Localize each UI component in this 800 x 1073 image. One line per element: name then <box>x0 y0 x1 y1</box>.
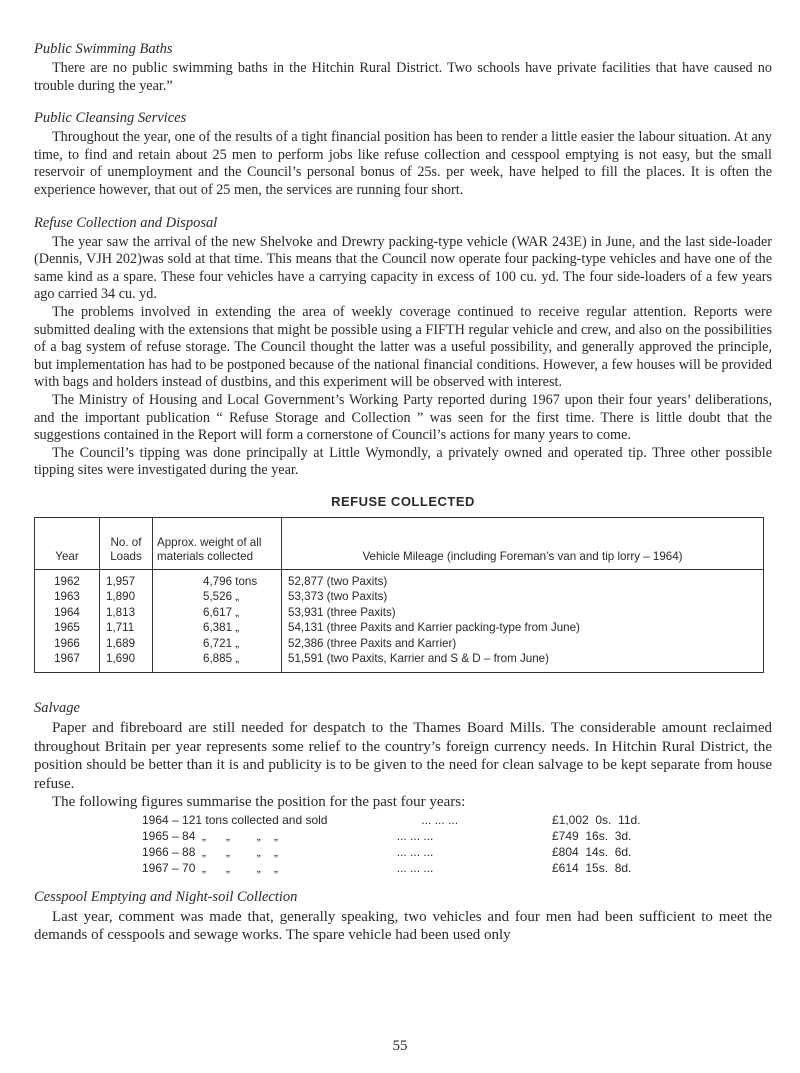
cell-year: 1964 <box>35 605 100 620</box>
section-refuse <box>34 214 772 480</box>
section-cleansing <box>34 109 772 199</box>
cell-loads: 1,689 <box>100 636 153 651</box>
salvage-summary <box>142 812 662 876</box>
section-heading: Salvage <box>34 700 80 717</box>
summary-amount: £614 15s. 8d. <box>552 860 632 875</box>
paragraph: There are no public swimming baths in the Hitchin Rural District. Two schools have private facilities that have caused no trouble during the year.” <box>34 60 772 94</box>
section-heading: Public Cleansing Services <box>34 110 187 127</box>
table-row <box>35 620 764 635</box>
cell-year: 1962 <box>35 569 100 589</box>
section-heading: Public Swimming Baths <box>34 41 173 57</box>
table-row <box>35 569 764 589</box>
paragraph: Last year, comment was made that, generally speaking, two vehicles and four men had been sufficient to meet the demands of cesspools and sewage works. The spare vehicle had been used only <box>34 908 772 944</box>
table-row <box>35 636 764 651</box>
table-header-row <box>35 517 764 569</box>
cell-year: 1967 <box>35 651 100 673</box>
summary-label: 1964 – 121 tons collected and sold <box>142 812 328 827</box>
header-weight: Approx. weight of all materials collected <box>153 517 282 569</box>
cell-year: 1965 <box>35 620 100 635</box>
cell-mileage: 51,591 (two Paxits, Karrier and S & D – from June) <box>282 651 764 673</box>
cell-mileage: 52,877 (two Paxits) <box>282 569 764 589</box>
document-page <box>34 40 772 959</box>
paragraph: Paper and fibreboard are still needed for despatch to the Thames Board Mills. The considerable amount reclaimed throughout Britain per year represents some relief to the country’s foreign currency needs. In Hitchin Rural District, the position should be better than it is and publicity is to be given to the need for clean salvage to be kept separate from house refuse. <box>34 720 772 792</box>
refuse-collected-table <box>34 517 764 673</box>
cell-weight: 5,526 „ <box>153 589 282 604</box>
summary-amount: £1,002 0s. 11d. <box>551 812 641 827</box>
summary-dots: ... ... ... <box>421 812 459 827</box>
summary-label: 1965 – 84 „ „ „ „ <box>142 828 279 843</box>
cell-mileage: 52,386 (three Paxits and Karrier) <box>282 636 764 651</box>
table-row <box>35 651 764 673</box>
cell-loads: 1,711 <box>100 620 153 635</box>
summary-dots: ... ... ... <box>396 828 434 843</box>
summary-label: 1966 – 88 „ „ „ „ <box>142 844 279 859</box>
cell-weight: 6,721 „ <box>153 636 282 651</box>
cell-mileage: 53,373 (two Paxits) <box>282 589 764 604</box>
header-loads: No. of Loads <box>100 517 153 569</box>
cell-mileage: 54,131 (three Paxits and Karrier packing-type from June) <box>282 620 764 635</box>
table-row <box>35 589 764 604</box>
section-salvage <box>34 699 772 876</box>
summary-row <box>142 860 662 876</box>
section-cesspool <box>34 888 772 945</box>
summary-label: 1967 – 70 „ „ „ „ <box>142 860 279 875</box>
cell-weight: 6,885 „ <box>153 651 282 673</box>
summary-dots: ... ... ... <box>396 844 434 859</box>
table-row <box>35 605 764 620</box>
paragraph: The problems involved in extending the area of weekly coverage continued to receive regular attention. Reports were submitted dealing with the extensions that might be possible using a FIFTH regular vehicle and crew, and also on the possibilities of a bag system of refuse storage. The Council thought the latter was a useful possibility, and generally approved the principle, but implementation has had to be postponed because of the national financial conditions. However, a few houses will be provided with bags and holders instead of dustbins, and this experiment will be observed with interest. <box>34 303 772 391</box>
summary-row <box>142 828 662 844</box>
paragraph: Throughout the year, one of the results of a tight financial position has been to render a little easier the labour situation. At any time, to find and retain about 25 men to perform jobs like refuse collection and cesspool emptying is not easy, but the small reservoir of unemployment and the Council’s personal bonus of 25s. per week, have helped to fill the places. It is often the experience however, that out of 25 men, the services are running four short. <box>34 129 772 198</box>
cell-weight: 4,796 tons <box>153 569 282 589</box>
page-number: 55 <box>392 1038 408 1054</box>
header-mileage: Vehicle Mileage (including Foreman’s van and tip lorry – 1964) <box>282 517 764 569</box>
section-baths <box>34 40 772 95</box>
section-heading: Cesspool Emptying and Night-soil Collection <box>34 888 298 905</box>
paragraph: The following figures summarise the position for the past four years: <box>52 794 466 811</box>
paragraph: The year saw the arrival of the new Shelvoke and Drewry packing-type vehicle (WAR 243E) in June, and the last side-loader (Dennis, VJH 202)was sold at that time. This means that the Council now operate four packing-type vehicles and have one of the same kind as a spare. These four vehicles have a carrying capacity in excess of 100 cu. yd. The four side-loaders of a few years ago carried 34 cu. yd. <box>34 233 772 303</box>
header-year: Year <box>35 517 100 569</box>
summary-row <box>142 844 662 860</box>
cell-loads: 1,690 <box>100 651 153 673</box>
cell-loads: 1,957 <box>100 569 153 589</box>
summary-amount: £749 16s. 3d. <box>552 828 632 843</box>
cell-mileage: 53,931 (three Paxits) <box>282 605 764 620</box>
paragraph: The Ministry of Housing and Local Government’s Working Party reported during 1967 upon their four years’ deliberations, and the important publication “ Refuse Storage and Collection ” was seen for the first time. There is little doubt that the suggestions contained in the Report will form a cornerstone of Council’s actions for many years to come. <box>34 391 772 444</box>
table-title: REFUSE COLLECTED <box>331 493 475 509</box>
cell-year: 1963 <box>35 589 100 604</box>
section-heading: Refuse Collection and Disposal <box>34 214 218 231</box>
cell-year: 1966 <box>35 636 100 651</box>
summary-dots: ... ... ... <box>396 860 434 875</box>
summary-row <box>142 812 662 828</box>
cell-weight: 6,617 „ <box>153 605 282 620</box>
paragraph: The Council’s tipping was done principally at Little Wymondly, a privately owned and operated tip. Three other possible tipping sites were investigated during the year. <box>34 444 772 479</box>
cell-loads: 1,890 <box>100 589 153 604</box>
cell-loads: 1,813 <box>100 605 153 620</box>
summary-amount: £804 14s. 6d. <box>552 844 632 859</box>
cell-weight: 6,381 „ <box>153 620 282 635</box>
